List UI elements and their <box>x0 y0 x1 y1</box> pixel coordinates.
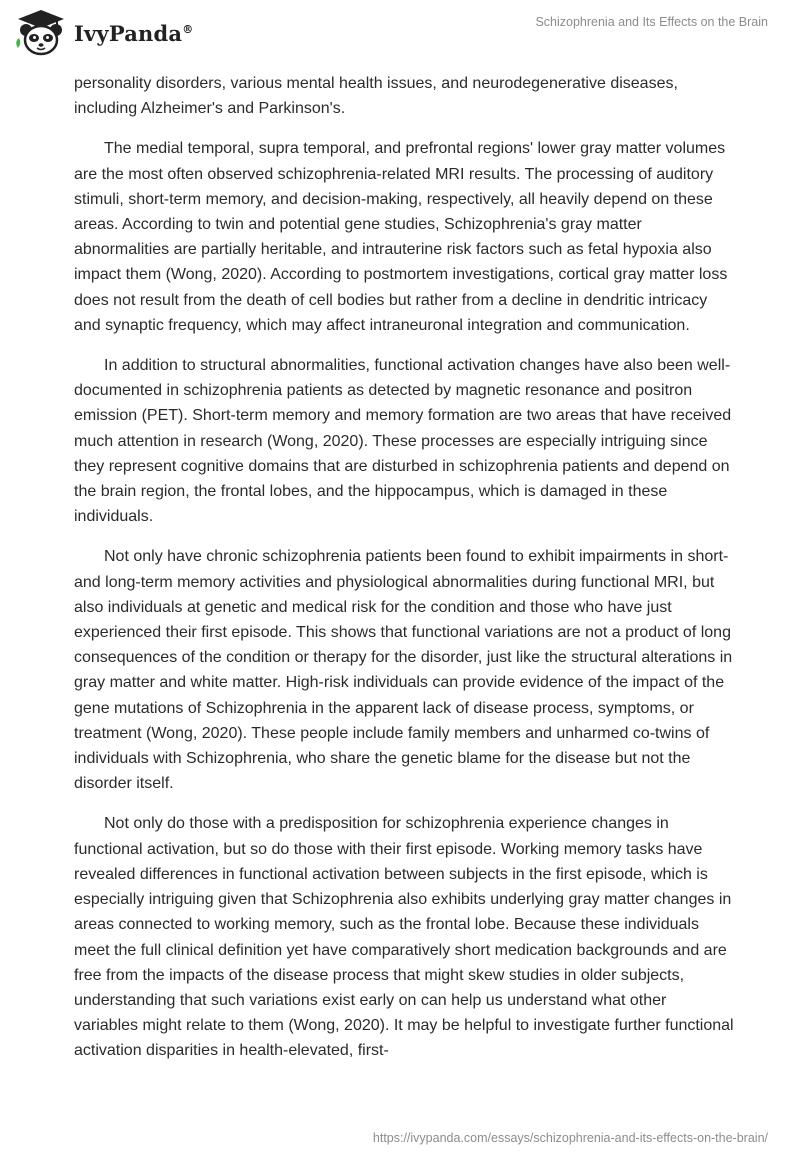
footer-url-link[interactable]: https://ivypanda.com/essays/schizophrenia-and-its-effects-on-the-brain/ <box>372 1131 768 1145</box>
paragraph: In addition to structural abnormalities, functional activation changes have also been well-documented in schizophrenia patients as detected by magnetic resonance and positron emission (PET). Short-term memory and memory formation are two areas that have received much attention in research (Wong, 2020). These processes are especially intriguing since they represent cognitive domains that are disturbed in schizophrenia patients and depend on the brain region, the frontal lobes, and the hippocampus, which is damaged in these individuals. <box>74 357 732 526</box>
essay-body <box>74 71 734 1079</box>
brand-name <box>74 21 193 46</box>
document-title: Schizophrenia and Its Effects on the Brain <box>535 15 768 29</box>
registered-mark: ® <box>182 22 194 36</box>
panda-graduation-cap-icon <box>12 8 70 58</box>
paragraph: Not only have chronic schizophrenia patients been found to exhibit impairments in short- and long-term memory activities and physiological abnormalities during functional MRI, but also individuals at genetic and medical risk for the condition and those who have just experienced their first episode. This shows that functional variations are not a product of long consequences of the condition or therapy for the disorder, just like the structural alterations in gray matter and white matter. High-risk individuals can provide evidence of the impact of the gene mutations of Schizophrenia in the apparent lack of disease process, symptoms, or treatment (Wong, 2020). These people include family members and unharmed co-twins of individuals with Schizophrenia, who share the genetic blame for the disease but not the disorder itself. <box>74 548 733 793</box>
brand-name-text: IvyPanda <box>74 20 183 46</box>
ivypanda-logo[interactable] <box>12 8 193 58</box>
paragraph-continuation: personality disorders, various mental health issues, and neurodegenerative diseases, including Alzheimer's and Parkinson's. <box>74 75 678 118</box>
page-header <box>0 0 800 70</box>
paragraph: Not only do those with a predisposition for schizophrenia experience changes in functional activation, but so do those with their first episode. Working memory tasks have revealed differences in functional activation between subjects in the first episode, which is especially intriguing given that Schizophrenia also exhibits underlying gray matter changes in areas connected to working memory, such as the frontal lobe. Because these individuals meet the full clinical definition yet have comparatively short medication backgrounds and are free from the impacts of the disease process that might skew studies in older subjects, understanding that such variations exist early on can help us understand what other variables might relate to them (Wong, 2020). It may be helpful to investigate further functional activation disparities in health-elevated, first- <box>74 815 734 1060</box>
paragraph: The medial temporal, supra temporal, and prefrontal regions' lower gray matter volumes are the most often observed schizophrenia-related MRI results. The processing of auditory stimuli, short-term memory, and decision-making, respectively, all heavily depend on these areas. According to twin and potential gene studies, Schizophrenia's gray matter abnormalities are partially heritable, and intrauterine risk factors such as fetal hypoxia also impact them (Wong, 2020). According to postmortem investigations, cortical gray matter loss does not result from the death of cell bodies but rather from a decline in dendritic intricacy and synaptic frequency, which may affect intraneuronal integration and communication. <box>74 140 728 334</box>
